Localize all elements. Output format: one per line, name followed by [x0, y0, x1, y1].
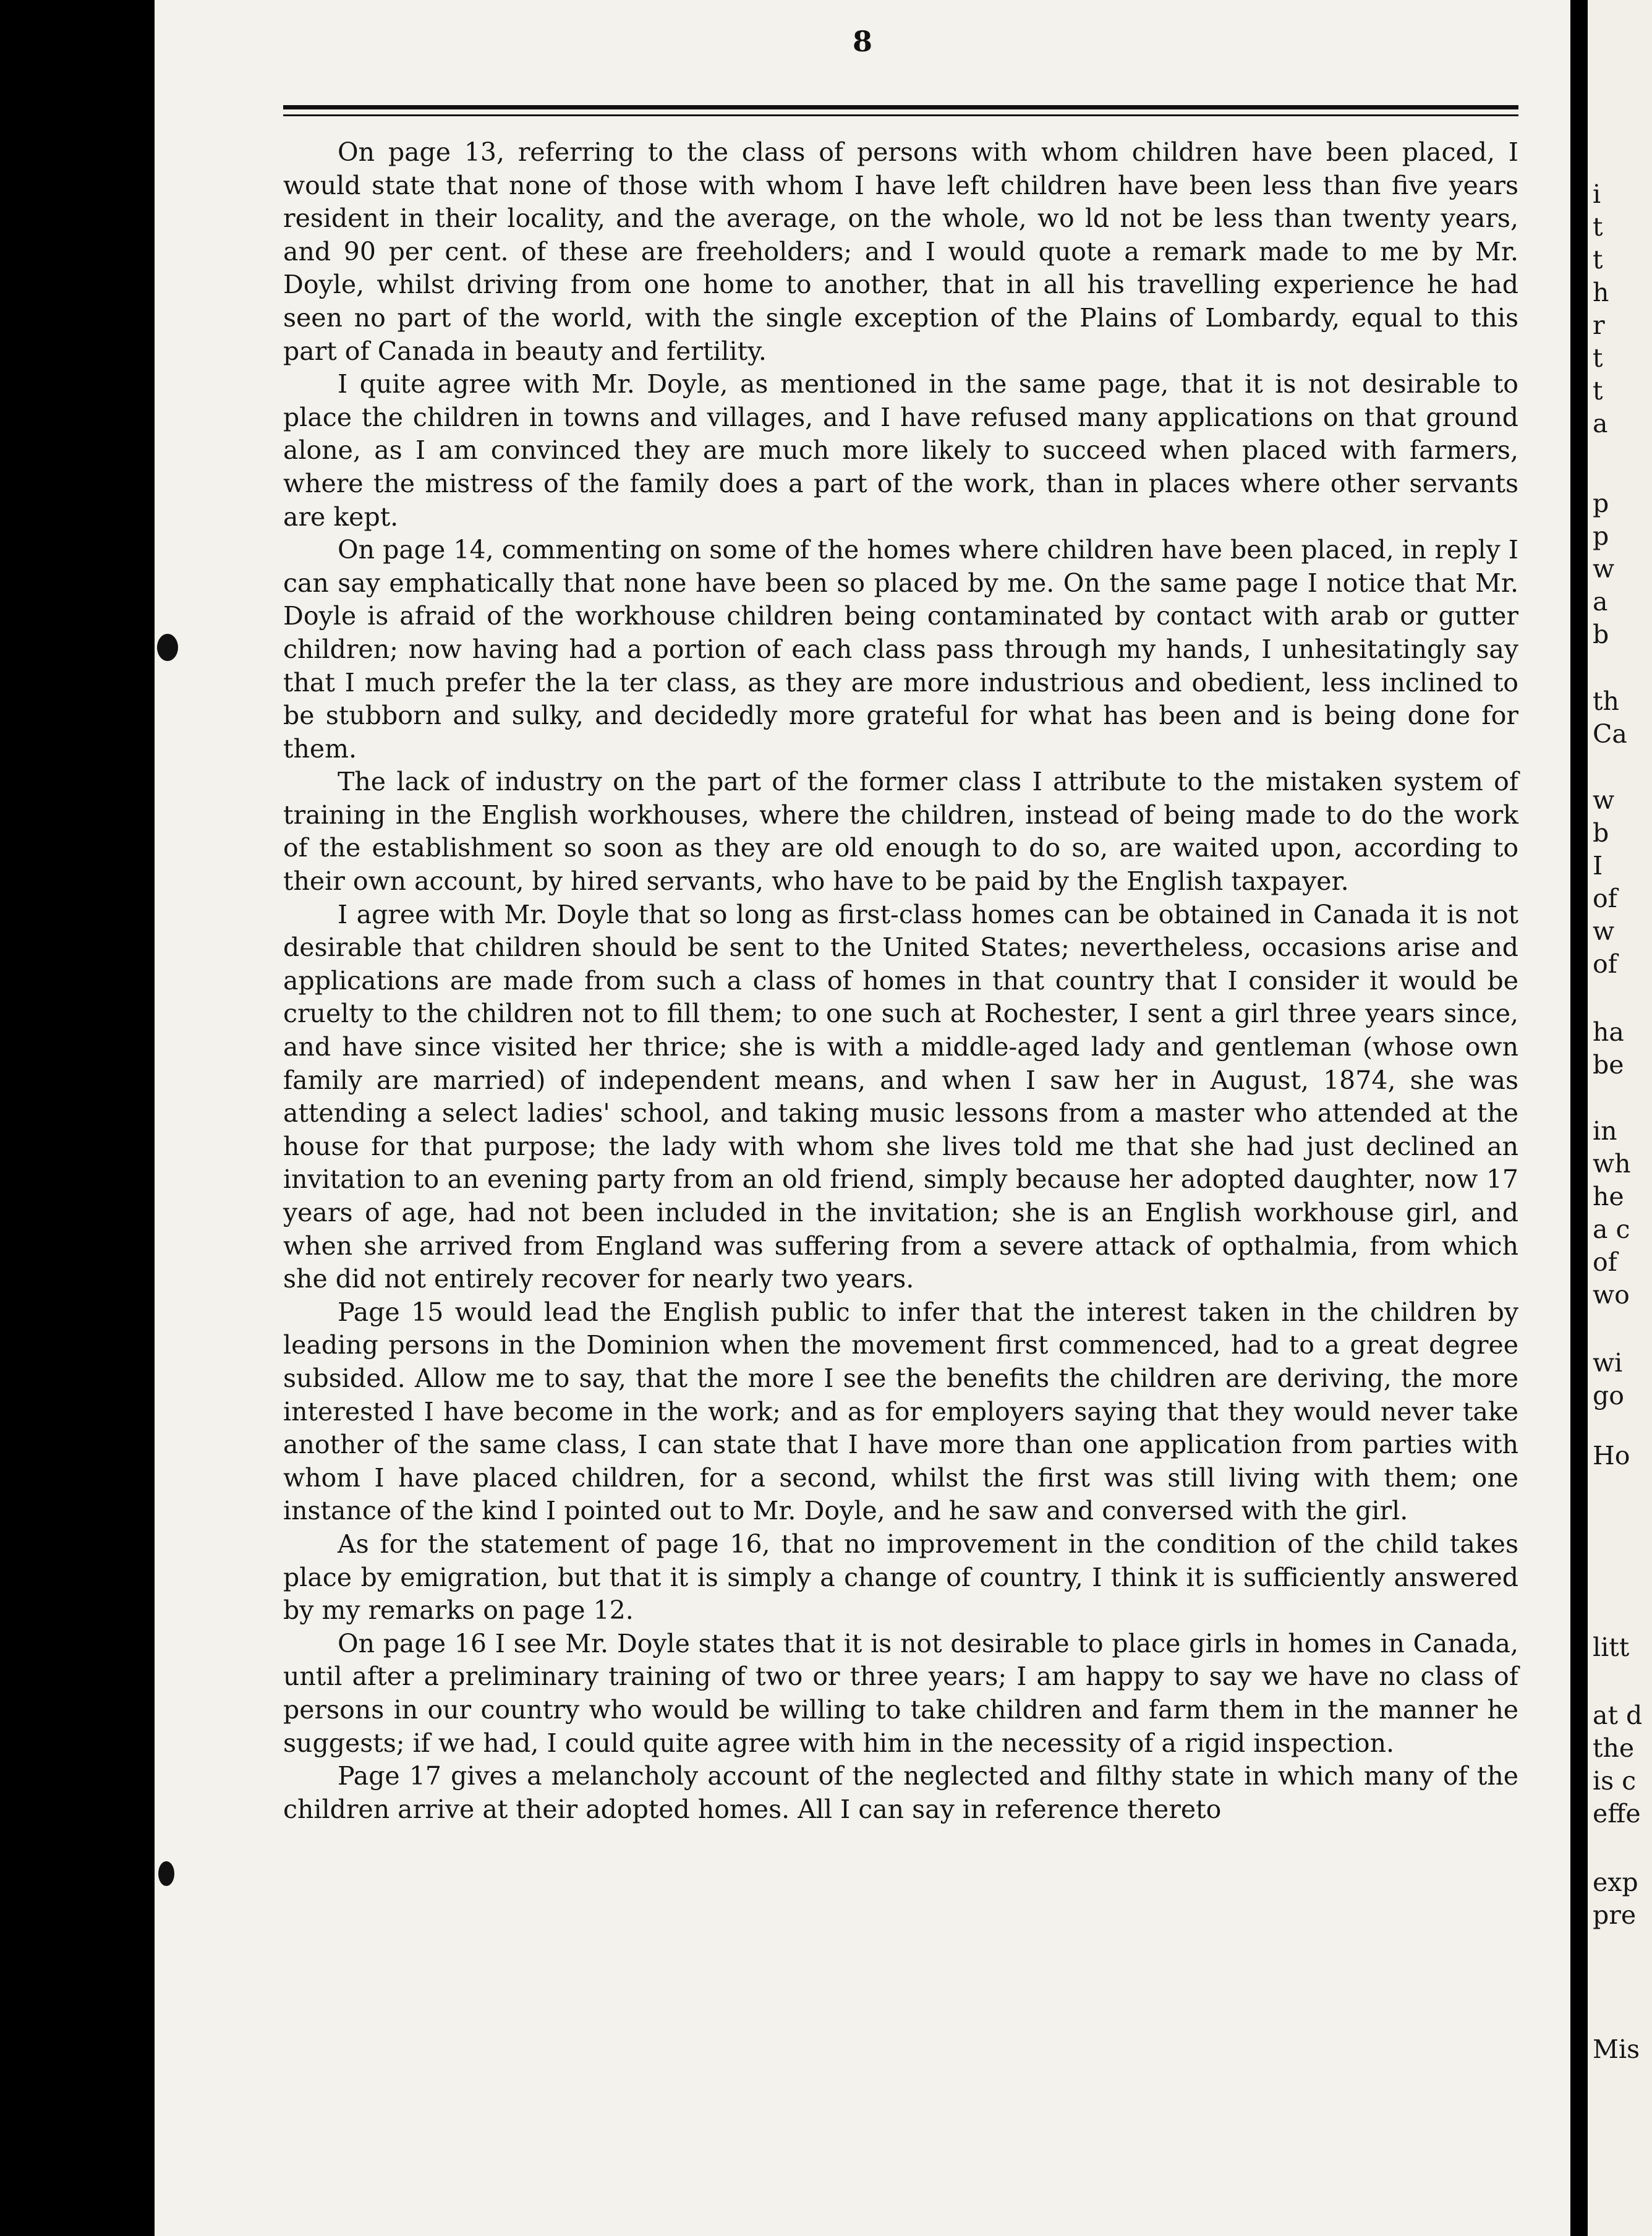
scan-left-border — [0, 0, 155, 2236]
paragraph: I agree with Mr. Doyle that so long as first-class homes can be obtained in Canada it is not desirable that children should be sent to the United States; nevertheless, occasions arise and applications are made from such a class of homes in that country that I consider it would be cruelty to the children not to fill them; to one such at Rochester, I sent a girl three years since, and have since visited her thrice; she is with a middle-aged lady and gentleman (whose own family are married) of independent means, and when I saw her in August, 1874, she was attending a select ladies' school, and taking music lessons from a master who attended at the house for that purpose; the lady with whom she lives told me that she had just declined an invitation to an evening party from an old friend, simply because her adopted daughter, now 17 years of age, had not been included in the invitation; she is an English workhouse girl, and when she arrived from England was suffering from a severe attack of opthalmia, from which she did not entirely recover for nearly two years. — [283, 899, 1518, 1294]
facing-fragment: w — [1593, 785, 1615, 815]
facing-fragment: the — [1593, 1733, 1635, 1763]
facing-fragment: t — [1593, 343, 1603, 373]
facing-fragment: a c — [1593, 1214, 1630, 1244]
facing-fragment: w — [1593, 916, 1615, 946]
paragraph: On page 16 I see Mr. Doyle states that it is not desirable to place girls in homes in Canada, until after a preliminary training of two or three years; I am happy to say we have no class of persons in our country who would be willing to take children and farm them in the manner he suggests; if we had, I could quite agree with him in the necessity of a rigid inspection. — [283, 1628, 1518, 1758]
facing-fragment: h — [1593, 278, 1609, 307]
facing-fragment: p — [1593, 489, 1609, 518]
facing-fragment: wh — [1593, 1149, 1631, 1179]
facing-fragment: a — [1593, 587, 1608, 617]
facing-fragment: go — [1593, 1381, 1624, 1410]
facing-page-text — [1593, 0, 1643, 2064]
facing-fragment: Ca — [1593, 719, 1627, 749]
facing-fragment: t — [1593, 376, 1603, 406]
facing-fragment: of — [1593, 1247, 1617, 1277]
facing-fragment: t — [1593, 212, 1603, 242]
scan-speck — [158, 1861, 174, 1886]
page-gutter — [1570, 0, 1588, 2236]
paragraph: On page 14, commenting on some of the homes where children have been placed, in reply I can say emphatically that none have been so placed by me. On the same page I notice that Mr. Doyle is afraid of the workhouse children being contaminated by contact with arab or gutter children; now having had a portion of each class pass through my hands, I unhesitatingly say that I much prefer the la ter class, as they are more industrious and obedient, less inclined to be stubborn and sulky, and decidedly more grateful for what has been and is being done for them. — [283, 535, 1518, 764]
facing-fragment: wo — [1593, 1280, 1630, 1310]
facing-fragment: I — [1593, 851, 1603, 881]
facing-fragment: of — [1593, 884, 1617, 913]
facing-fragment: he — [1593, 1182, 1624, 1211]
facing-fragment: b — [1593, 818, 1609, 848]
paragraph: Page 15 would lead the English public to infer that the interest taken in the children by leading persons in the Dominion when the movement first commenced, had to a great degree subsided. Allow me to say, that the more I see the benefits the children are deriving, the more interested I have become in the work; and as for employers saying that they would never take another of the same class, I can state that I have more than one application from parties with whom I have placed children, for a second, whilst the first was still living with them; one instance of the kind I pointed out to Mr. Doyle, and he saw and conversed with the girl. — [283, 1297, 1518, 1526]
facing-fragment: b — [1593, 620, 1609, 649]
facing-fragment: Ho — [1593, 1441, 1630, 1470]
facing-fragment: litt — [1593, 1632, 1630, 1662]
facing-fragment: of — [1593, 949, 1617, 979]
document-page — [155, 0, 1570, 2236]
facing-fragment: ha — [1593, 1017, 1624, 1047]
paragraph: On page 13, referring to the class of persons with whom children have been placed, I would state that none of those with whom I have left children have been less than five years resident in their locality, and the average, on the whole, wo ld not be less than twenty years, and 90 per cent. of these are freeholders; and I would quote a remark made to me by Mr. Doyle, whilst driving from one home to another, that in all his travelling experience he had seen no part of the world, with the single exception of the Plains of Lombardy, equal to this part of Canada in beauty and fertility. — [283, 137, 1518, 366]
facing-fragment: r — [1593, 310, 1605, 340]
header-rule — [283, 105, 1518, 109]
facing-fragment: effe — [1593, 1799, 1641, 1828]
facing-fragment: w — [1593, 554, 1615, 584]
facing-fragment: i — [1593, 179, 1601, 209]
facing-fragment: wi — [1593, 1348, 1623, 1378]
paragraph: As for the statement of page 16, that no improvement in the condition of the child takes place by emigration, but that it is simply a change of country, I think it is sufficiently answered by my remarks on page 12. — [283, 1529, 1518, 1626]
facing-fragment: is c — [1593, 1766, 1637, 1796]
paragraph: Page 17 gives a melancholy account of the neglected and filthy state in which many of the children arrive at their adopted homes. All I can say in reference thereto — [283, 1761, 1518, 1824]
paragraph: The lack of industry on the part of the former class I attribute to the mistaken system of training in the English workhouses, where the children, instead of being made to do the work of the establishment so soon as they are old enough to do so, are waited upon, according to their own account, by hired servants, who have to be paid by the English taxpayer. — [283, 767, 1518, 897]
facing-fragment: p — [1593, 521, 1609, 551]
body-text — [283, 136, 1518, 1826]
scan-speck — [157, 634, 178, 661]
facing-fragment: a — [1593, 409, 1608, 438]
facing-fragment: pre — [1593, 1900, 1637, 1930]
facing-fragment: exp — [1593, 1867, 1638, 1897]
facing-fragment: be — [1593, 1050, 1624, 1080]
facing-fragment: Mis — [1593, 2034, 1640, 2064]
facing-fragment: t — [1593, 245, 1603, 275]
facing-page — [1588, 0, 1652, 2236]
facing-fragment: in — [1593, 1116, 1617, 1146]
header-rule-thin — [283, 114, 1518, 116]
facing-fragment: at d — [1593, 1700, 1643, 1730]
page-number: 8 — [852, 25, 872, 58]
facing-fragment: th — [1593, 686, 1619, 716]
paragraph: I quite agree with Mr. Doyle, as mentioned in the same page, that it is not desirable to place the children in towns and villages, and I have refused many applications on that ground alone, as I am convinced they are much more likely to succeed when placed with farmers, where the mistress of the family does a part of the work, than in places where other servants are kept. — [283, 369, 1518, 532]
